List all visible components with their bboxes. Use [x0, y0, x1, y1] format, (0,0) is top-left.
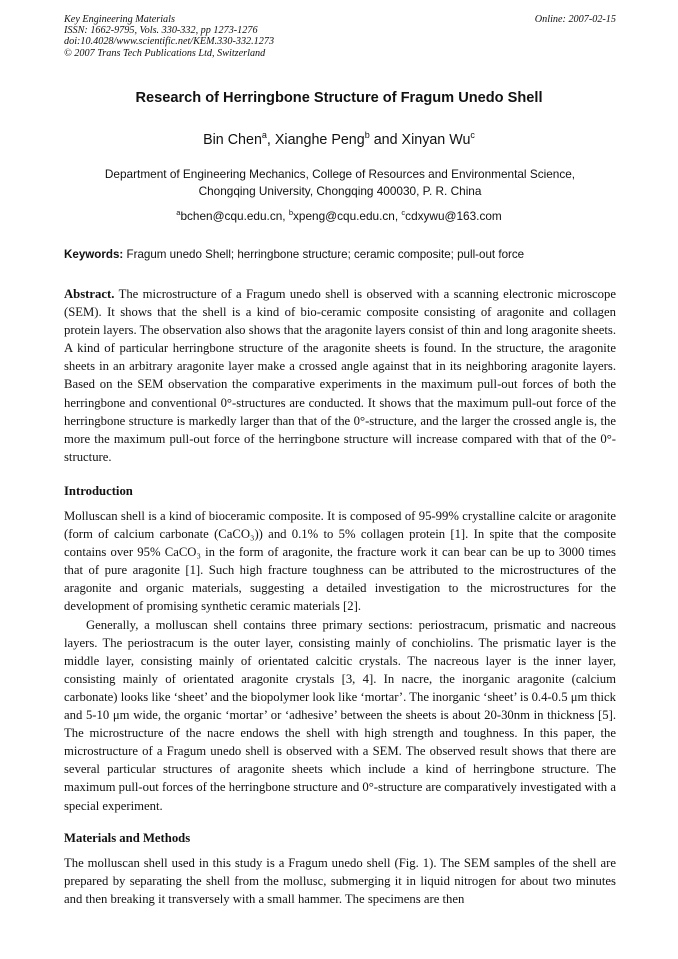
keywords	[64, 248, 616, 261]
email-address: xpeng@cqu.edu.cn	[293, 208, 395, 223]
paper-title: Research of Herringbone Structure of Fragum Unedo Shell	[135, 90, 543, 106]
introduction-section	[64, 507, 616, 815]
email-address: cdxywu@163.com	[405, 208, 502, 223]
abstract-label: Abstract.	[64, 287, 115, 301]
introduction-heading: Introduction	[64, 484, 133, 498]
email-separator: ,	[394, 208, 402, 223]
keywords-label: Keywords:	[64, 248, 124, 261]
email-address: bchen@cqu.edu.cn	[180, 208, 283, 223]
abstract	[64, 285, 616, 466]
email-mark: c	[401, 208, 406, 217]
author-emails	[0, 208, 678, 223]
author-mark: b	[364, 130, 370, 140]
methods-section	[64, 854, 616, 908]
affiliation	[64, 166, 616, 200]
paragraph: The molluscan shell used in this study is a Fragum unedo shell (Fig. 1). The SEM samples of the shell are prepared by separating the shell from the mollusc, submerging it in liquid nitrogen for about two minutes and then breaking it transversely with a small hammer. The specimens are then	[64, 856, 616, 907]
paragraph: Generally, a molluscan shell contains three primary sections: periostracum, prismatic and nacreous layers. The periostracum is the outer layer, consisting mainly of conchiolins. The prismatic layer is the middle layer, consisting mainly of orientated calcitic crystals. The nacreous layer is the inner layer, consisting mainly of orientated aragonite crystals [3, 4]. In nacre, the inorganic aragonite (calcium carbonate) looks like ‘sheet’ and the biopolymer look like ‘mortar’. The inorganic ‘sheet’ is 0.4-0.5 μm thick and 5-10 μm wide, the organic ‘mortar’ or ‘adhesive’ between the sheets is about 20-30nm in thickness [5]. The microstructure of the nacre endows the shell with high strength and toughness. In this paper, the microstructure of a Fragum unedo shell is observed with a SEM. The observed result shows that there are several particular structures of aragonite sheets which include a kind of herringbone structure. The maximum pull-out forces of the herringbone structure and 0°-structure are comparatively investigated with a special experiment.	[64, 617, 616, 813]
issn-line: ISSN: 1662-9795, Vols. 330-332, pp 1273-1276	[64, 25, 258, 37]
methods-heading: Materials and Methods	[64, 831, 191, 845]
author-name: Xinyan Wu	[401, 131, 471, 148]
email-mark: b	[288, 208, 294, 217]
author-list	[0, 130, 678, 148]
doi-line: doi:10.4028/www.scientific.net/KEM.330-332.1273	[64, 36, 275, 48]
author-mark: c	[470, 130, 475, 140]
online-date: Online: 2007-02-15	[534, 14, 616, 25]
abstract-text: The microstructure of a Fragum unedo shell is observed with a scanning electronic microscope (SEM). It shows that the shell is a kind of bio-ceramic composite consisting of aragonite and collagen protein layers. The observation also shows that the aragonite layers consist of thin and long aragonite sheets. A kind of particular herringbone structure of the aragonite sheets is found. In the structure, the aragonite sheets in an arbitrary aragonite layer make a crossed angle against that in its neighboring aragonite layers. Based on the SEM observation the comparative experiments in the maximum pull-out forces of both the herringbone and conventional 0°-structures are conducted. It shows that the maximum pull-out force of the herringbone structure is markedly larger than that of the 0°-structure, and the larger the crossed angle is, the more the maximum pull-out force of the herringbone structure will increase compared with that of the 0°-structure.	[64, 287, 617, 464]
author-mark: a	[261, 130, 267, 140]
journal-header	[64, 14, 616, 59]
email-mark: a	[176, 208, 181, 217]
copyright-line: © 2007 Trans Tech Publications Ltd, Switzerland	[64, 47, 266, 59]
affiliation-line: Chongqing University, Chongqing 400030, P. R. China	[198, 184, 482, 198]
author-name: Xianghe Peng	[274, 131, 365, 148]
journal-name: Key Engineering Materials	[64, 14, 175, 25]
keywords-text: Fragum unedo Shell; herringbone structure; ceramic composite; pull-out force	[126, 248, 525, 261]
author-separator: and	[369, 131, 402, 148]
affiliation-line: Department of Engineering Mechanics, College of Resources and Environmental Science,	[104, 167, 576, 181]
paragraph: Molluscan shell is a kind of bioceramic composite. It is composed of 95-99% crystalline calcite or aragonite (form of calcium carbonate (CaCO₃)) and 0.1% to 5% collagen protein [1]. In spite that the composite contains over 95% CaCO₃ in the form of aragonite, the fracture work it can bear can be up to 3000 times that of pure aragonite [1]. Such high fracture toughness can be attributed to the microstructures of the aragonite and organic materials, suggesting a detailed investigation to the microstructures for the development of promising synthetic ceramic materials [2].	[64, 509, 616, 614]
author-separator: ,	[266, 131, 275, 148]
email-separator: ,	[282, 208, 289, 223]
author-name: Bin Chen	[203, 131, 262, 148]
